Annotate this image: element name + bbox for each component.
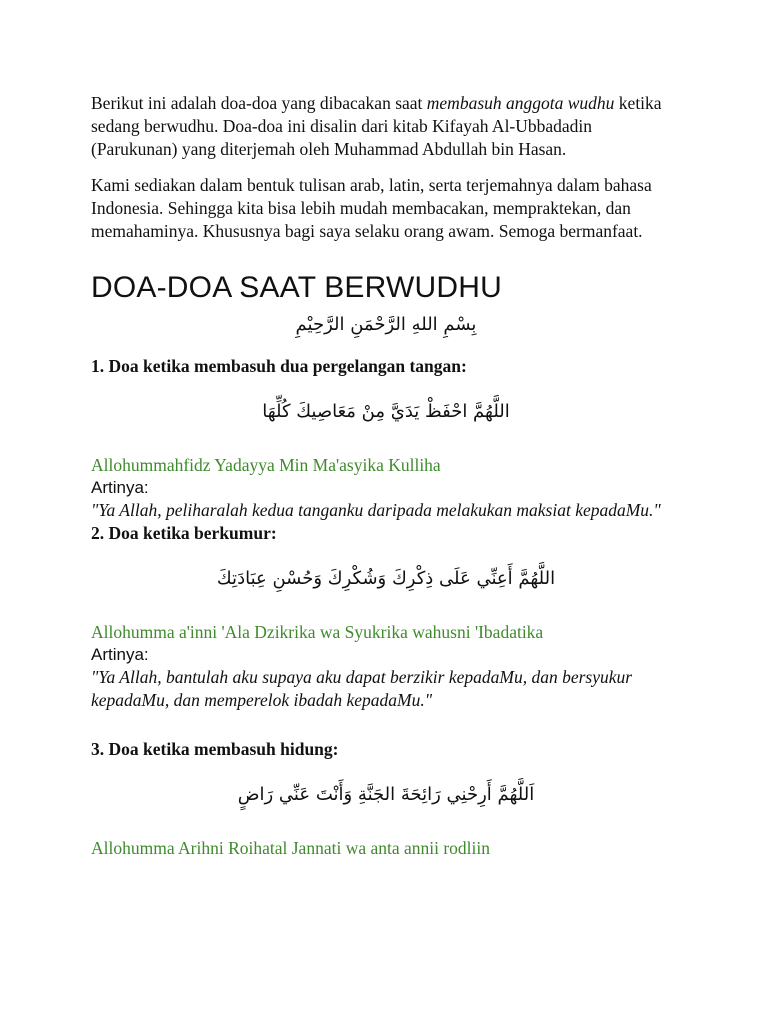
artinya-label-1: Artinya: [91,478,149,497]
section-title-1: 1. Doa ketika membasuh dua pergelangan tangan: [91,356,467,376]
doa-section-1 [91,355,681,522]
section-title-2: 2. Doa ketika berkumur: [91,523,277,543]
section-meaning-2: "Ya Allah, bantulah aku supaya aku dapat berzikir kepadaMu, dan bersyukur kepadaMu, dan memperelok ibadah kepadaMu." [91,667,633,710]
page-heading: DOA-DOA SAAT BERWUDHU [91,271,502,304]
section-latin-1: Allohummahfidz Yadayya Min Ma'asyika Kulliha [91,455,441,475]
section-title-3: 3. Doa ketika membasuh hidung: [91,739,339,759]
section-latin-2: Allohumma a'inni 'Ala Dzikrika wa Syukrika wahusni 'Ibadatika [91,622,544,642]
intro-paragraph-1 [91,92,681,161]
section-arabic-2: اللَّهُمَّ أَعِنِّي عَلَى ذِكْرِكَ وَشُكْرِكَ وَحُسْنِ عِبَادَتِكَ [216,568,556,589]
artinya-label-2: Artinya: [91,645,149,664]
intro-paragraph-2: Kami sediakan dalam bentuk tulisan arab, latin, serta terjemahnya dalam bahasa Indonesia. Sehingga kita bisa lebih mudah membacakan, mempraktekan, dan memahaminya. Khususnya bagi saya selaku orang awam. Semoga bermanfaat. [91,175,652,241]
section-latin-3: Allohumma Arihni Roihatal Jannati wa anta annii rodliin [91,838,491,858]
section-spacer [91,712,681,738]
intro-text-before: Berikut ini adalah doa-doa yang dibacakan saat [91,93,427,113]
doa-section-3 [91,738,681,860]
section-arabic-1: اللَّهُمَّ احْفَظْ يَدَيَّ مِنْ مَعَاصِيكَ كُلِّهَا [262,401,510,422]
section-arabic-3: اَللَّهُمَّ أَرِحْنِي رَائِحَةَ الجَنَّةِ وَأَنْتَ عَنِّي رَاضٍ [237,784,535,805]
doa-section-2 [91,522,681,712]
section-meaning-1: "Ya Allah, peliharalah kedua tanganku daripada melakukan maksiat kepadaMu." [91,500,661,520]
intro-italic-phrase: membasuh anggota wudhu [426,93,615,113]
intro-text-after: ketika sedang berwudhu. Doa-doa ini disalin dari kitab Kifayah Al-Ubbadadin (Parukunan) yang diterjemah oleh Muhammad Abdullah bin Hasan. [91,93,662,159]
document-page [91,92,681,860]
basmala-arabic: بِسْمِ اللهِ الرَّحْمَنِ الرَّحِيْمِ [295,314,477,335]
